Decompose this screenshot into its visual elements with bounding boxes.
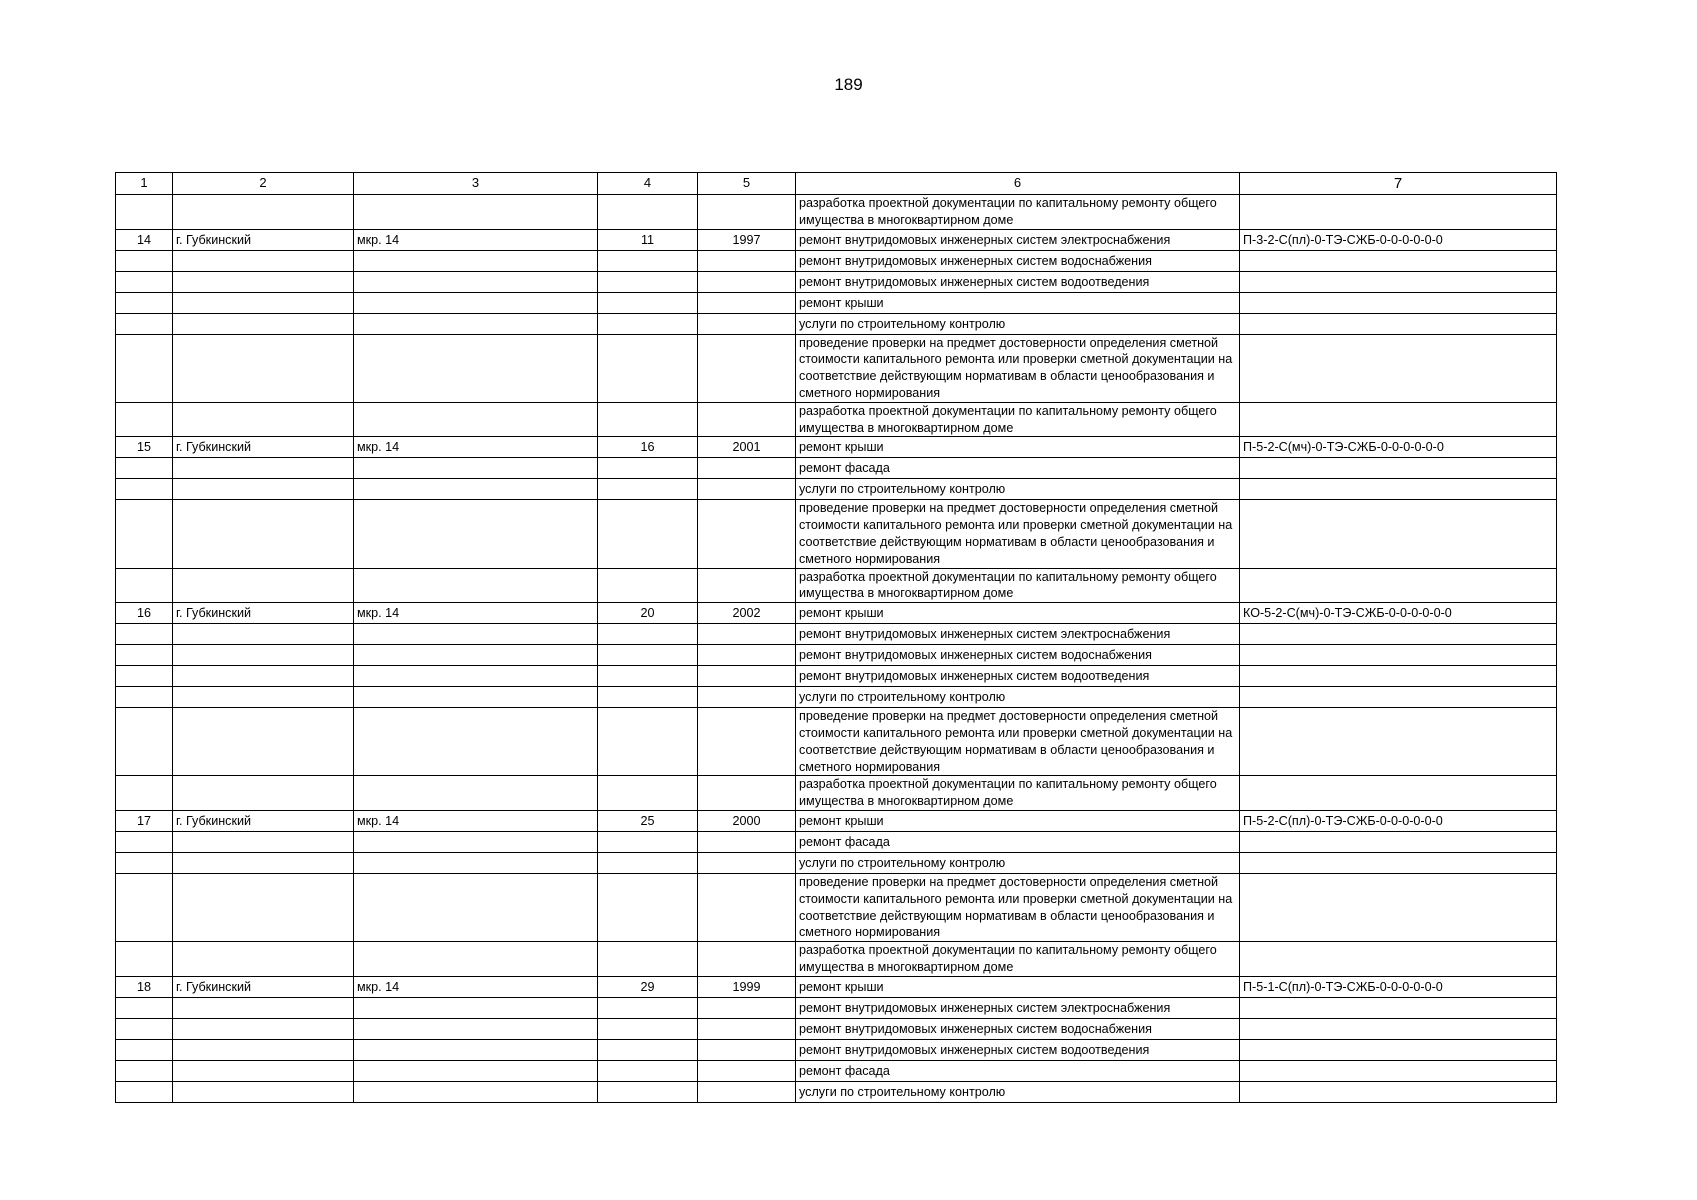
house-number-cell: 16 — [598, 437, 698, 458]
work-type-cell: ремонт крыши — [796, 976, 1240, 997]
city-cell: г. Губкинский — [173, 437, 354, 458]
building-code-cell — [1240, 942, 1557, 977]
district-cell — [354, 568, 598, 603]
house-number-cell — [598, 1060, 698, 1081]
row-number-cell — [116, 195, 173, 230]
district-cell — [354, 666, 598, 687]
building-code-cell: КО-5-2-С(мч)-0-ТЭ-СЖБ-0-0-0-0-0-0 — [1240, 603, 1557, 624]
city-cell — [173, 687, 354, 708]
year-cell — [698, 624, 796, 645]
house-number-cell — [598, 458, 698, 479]
city-cell: г. Губкинский — [173, 976, 354, 997]
work-type-cell: разработка проектной документации по капитальному ремонту общего имущества в многоквартирном доме — [796, 195, 1240, 230]
house-number-cell — [598, 624, 698, 645]
table-row — [116, 402, 1557, 437]
city-cell — [173, 313, 354, 334]
row-number-cell — [116, 942, 173, 977]
building-code-cell — [1240, 624, 1557, 645]
row-number-cell — [116, 624, 173, 645]
table-row — [116, 873, 1557, 941]
work-type-cell: проведение проверки на предмет достоверности определения сметной стоимости капитального ремонта или проверки сметной документации на соответствие действующим нормативам в области ценообразования и сметного нормирования — [796, 334, 1240, 402]
city-cell — [173, 708, 354, 776]
district-cell: мкр. 14 — [354, 603, 598, 624]
city-cell — [173, 666, 354, 687]
work-type-cell: ремонт крыши — [796, 437, 1240, 458]
city-cell — [173, 1060, 354, 1081]
building-code-cell — [1240, 666, 1557, 687]
table-row — [116, 603, 1557, 624]
building-code-cell — [1240, 1018, 1557, 1039]
district-cell — [354, 479, 598, 500]
table-row — [116, 271, 1557, 292]
year-cell — [698, 666, 796, 687]
work-type-cell: ремонт внутридомовых инженерных систем водоснабжения — [796, 1018, 1240, 1039]
district-cell — [354, 1018, 598, 1039]
year-cell: 1997 — [698, 229, 796, 250]
house-number-cell — [598, 250, 698, 271]
building-code-cell — [1240, 1039, 1557, 1060]
district-cell — [354, 873, 598, 941]
district-cell — [354, 1081, 598, 1102]
work-type-cell: ремонт крыши — [796, 603, 1240, 624]
table-row — [116, 1018, 1557, 1039]
city-cell: г. Губкинский — [173, 810, 354, 831]
year-cell — [698, 458, 796, 479]
building-code-cell — [1240, 313, 1557, 334]
work-type-cell: ремонт крыши — [796, 810, 1240, 831]
building-code-cell — [1240, 1081, 1557, 1102]
district-cell — [354, 292, 598, 313]
year-cell — [698, 1018, 796, 1039]
district-cell — [354, 500, 598, 568]
row-number-cell — [116, 997, 173, 1018]
building-code-cell — [1240, 271, 1557, 292]
column-header-7: 7 — [1240, 173, 1557, 195]
work-type-cell: разработка проектной документации по капитальному ремонту общего имущества в многоквартирном доме — [796, 942, 1240, 977]
city-cell — [173, 568, 354, 603]
district-cell: мкр. 14 — [354, 437, 598, 458]
year-cell: 2000 — [698, 810, 796, 831]
row-number-cell: 17 — [116, 810, 173, 831]
column-header-5: 5 — [698, 173, 796, 195]
city-cell — [173, 645, 354, 666]
work-type-cell: ремонт крыши — [796, 292, 1240, 313]
house-number-cell — [598, 334, 698, 402]
district-cell — [354, 458, 598, 479]
city-cell — [173, 1081, 354, 1102]
house-number-cell — [598, 568, 698, 603]
column-header-6: 6 — [796, 173, 1240, 195]
table-row — [116, 292, 1557, 313]
work-type-cell: ремонт внутридомовых инженерных систем водоснабжения — [796, 645, 1240, 666]
year-cell — [698, 942, 796, 977]
district-cell — [354, 687, 598, 708]
row-number-cell — [116, 1018, 173, 1039]
row-number-cell — [116, 873, 173, 941]
city-cell — [173, 250, 354, 271]
district-cell — [354, 250, 598, 271]
city-cell — [173, 292, 354, 313]
row-number-cell — [116, 479, 173, 500]
building-code-cell — [1240, 1060, 1557, 1081]
work-type-cell: разработка проектной документации по капитальному ремонту общего имущества в многоквартирном доме — [796, 776, 1240, 811]
building-code-cell — [1240, 402, 1557, 437]
city-cell — [173, 334, 354, 402]
table-row — [116, 687, 1557, 708]
city-cell — [173, 776, 354, 811]
table-row — [116, 645, 1557, 666]
row-number-cell — [116, 271, 173, 292]
year-cell — [698, 334, 796, 402]
district-cell — [354, 708, 598, 776]
city-cell: г. Губкинский — [173, 229, 354, 250]
house-number-cell — [598, 645, 698, 666]
table-row — [116, 334, 1557, 402]
city-cell — [173, 873, 354, 941]
city-cell — [173, 271, 354, 292]
year-cell — [698, 1039, 796, 1060]
work-type-cell: услуги по строительному контролю — [796, 1081, 1240, 1102]
row-number-cell — [116, 708, 173, 776]
row-number-cell — [116, 1039, 173, 1060]
table-row — [116, 831, 1557, 852]
district-cell — [354, 852, 598, 873]
table-row — [116, 666, 1557, 687]
table-row — [116, 437, 1557, 458]
building-code-cell — [1240, 334, 1557, 402]
table-row — [116, 1060, 1557, 1081]
table-row — [116, 624, 1557, 645]
district-cell — [354, 195, 598, 230]
house-number-cell — [598, 776, 698, 811]
work-type-cell: ремонт внутридомовых инженерных систем водоотведения — [796, 1039, 1240, 1060]
row-number-cell — [116, 852, 173, 873]
house-number-cell — [598, 997, 698, 1018]
house-number-cell — [598, 195, 698, 230]
year-cell — [698, 402, 796, 437]
year-cell — [698, 195, 796, 230]
building-code-cell — [1240, 250, 1557, 271]
table-row — [116, 229, 1557, 250]
building-code-cell — [1240, 831, 1557, 852]
table-row — [116, 250, 1557, 271]
year-cell: 2001 — [698, 437, 796, 458]
building-code-cell — [1240, 458, 1557, 479]
row-number-cell — [116, 334, 173, 402]
work-type-cell: ремонт фасада — [796, 458, 1240, 479]
row-number-cell — [116, 645, 173, 666]
house-number-cell: 11 — [598, 229, 698, 250]
building-code-cell — [1240, 776, 1557, 811]
building-code-cell — [1240, 997, 1557, 1018]
work-type-cell: услуги по строительному контролю — [796, 479, 1240, 500]
work-type-cell: проведение проверки на предмет достоверности определения сметной стоимости капитального ремонта или проверки сметной документации на соответствие действующим нормативам в области ценообразования и сметного нормирования — [796, 873, 1240, 941]
work-type-cell: разработка проектной документации по капитальному ремонту общего имущества в многоквартирном доме — [796, 402, 1240, 437]
column-header-2: 2 — [173, 173, 354, 195]
district-cell: мкр. 14 — [354, 810, 598, 831]
page-number: 189 — [834, 75, 863, 94]
district-cell: мкр. 14 — [354, 976, 598, 997]
table-row — [116, 1081, 1557, 1102]
year-cell — [698, 1060, 796, 1081]
work-type-cell: ремонт внутридомовых инженерных систем водоснабжения — [796, 250, 1240, 271]
city-cell — [173, 997, 354, 1018]
year-cell — [698, 271, 796, 292]
year-cell — [698, 292, 796, 313]
row-number-cell — [116, 1081, 173, 1102]
city-cell — [173, 500, 354, 568]
works-table — [115, 172, 1557, 1103]
table-row — [116, 195, 1557, 230]
district-cell — [354, 334, 598, 402]
building-code-cell — [1240, 195, 1557, 230]
house-number-cell — [598, 292, 698, 313]
table-row — [116, 479, 1557, 500]
work-type-cell: ремонт внутридомовых инженерных систем электроснабжения — [796, 229, 1240, 250]
row-number-cell — [116, 250, 173, 271]
work-type-cell: ремонт внутридомовых инженерных систем водоотведения — [796, 666, 1240, 687]
building-code-cell: П-3-2-С(пл)-0-ТЭ-СЖБ-0-0-0-0-0-0 — [1240, 229, 1557, 250]
year-cell — [698, 873, 796, 941]
building-code-cell: П-5-1-С(пл)-0-ТЭ-СЖБ-0-0-0-0-0-0 — [1240, 976, 1557, 997]
table-row — [116, 976, 1557, 997]
table-header — [116, 173, 1557, 195]
city-cell — [173, 942, 354, 977]
table-row — [116, 852, 1557, 873]
building-code-cell — [1240, 708, 1557, 776]
work-type-cell: услуги по строительному контролю — [796, 687, 1240, 708]
row-number-cell — [116, 831, 173, 852]
district-cell — [354, 402, 598, 437]
house-number-cell — [598, 942, 698, 977]
house-number-cell — [598, 1039, 698, 1060]
year-cell — [698, 645, 796, 666]
district-cell — [354, 271, 598, 292]
city-cell — [173, 402, 354, 437]
house-number-cell — [598, 708, 698, 776]
header-row — [116, 173, 1557, 195]
row-number-cell — [116, 687, 173, 708]
year-cell — [698, 708, 796, 776]
district-cell — [354, 942, 598, 977]
city-cell — [173, 479, 354, 500]
table-row — [116, 708, 1557, 776]
house-number-cell — [598, 313, 698, 334]
house-number-cell — [598, 271, 698, 292]
building-code-cell — [1240, 292, 1557, 313]
building-code-cell: П-5-2-С(пл)-0-ТЭ-СЖБ-0-0-0-0-0-0 — [1240, 810, 1557, 831]
row-number-cell: 16 — [116, 603, 173, 624]
work-type-cell: услуги по строительному контролю — [796, 852, 1240, 873]
row-number-cell — [116, 458, 173, 479]
work-type-cell: ремонт внутридомовых инженерных систем водоотведения — [796, 271, 1240, 292]
row-number-cell — [116, 776, 173, 811]
year-cell — [698, 568, 796, 603]
house-number-cell — [598, 500, 698, 568]
house-number-cell — [598, 852, 698, 873]
year-cell — [698, 500, 796, 568]
row-number-cell — [116, 568, 173, 603]
building-code-cell — [1240, 852, 1557, 873]
table-row — [116, 942, 1557, 977]
work-type-cell: ремонт фасада — [796, 1060, 1240, 1081]
year-cell — [698, 852, 796, 873]
district-cell — [354, 1039, 598, 1060]
district-cell — [354, 997, 598, 1018]
table-row — [116, 500, 1557, 568]
city-cell — [173, 831, 354, 852]
building-code-cell — [1240, 500, 1557, 568]
year-cell — [698, 250, 796, 271]
row-number-cell — [116, 500, 173, 568]
city-cell — [173, 1039, 354, 1060]
house-number-cell — [598, 666, 698, 687]
column-header-1: 1 — [116, 173, 173, 195]
row-number-cell — [116, 1060, 173, 1081]
work-type-cell: услуги по строительному контролю — [796, 313, 1240, 334]
city-cell — [173, 195, 354, 230]
city-cell — [173, 458, 354, 479]
year-cell: 2002 — [698, 603, 796, 624]
district-cell — [354, 645, 598, 666]
building-code-cell — [1240, 687, 1557, 708]
district-cell — [354, 831, 598, 852]
year-cell — [698, 997, 796, 1018]
district-cell: мкр. 14 — [354, 229, 598, 250]
house-number-cell — [598, 873, 698, 941]
table-row — [116, 313, 1557, 334]
district-cell — [354, 776, 598, 811]
row-number-cell — [116, 666, 173, 687]
house-number-cell: 20 — [598, 603, 698, 624]
work-type-cell: ремонт фасада — [796, 831, 1240, 852]
building-code-cell — [1240, 645, 1557, 666]
year-cell: 1999 — [698, 976, 796, 997]
house-number-cell: 29 — [598, 976, 698, 997]
house-number-cell — [598, 1081, 698, 1102]
column-header-3: 3 — [354, 173, 598, 195]
building-code-cell: П-5-2-С(мч)-0-ТЭ-СЖБ-0-0-0-0-0-0 — [1240, 437, 1557, 458]
row-number-cell — [116, 313, 173, 334]
row-number-cell: 18 — [116, 976, 173, 997]
table-row — [116, 1039, 1557, 1060]
district-cell — [354, 1060, 598, 1081]
year-cell — [698, 776, 796, 811]
column-header-4: 4 — [598, 173, 698, 195]
year-cell — [698, 313, 796, 334]
work-type-cell: ремонт внутридомовых инженерных систем электроснабжения — [796, 624, 1240, 645]
table-row — [116, 568, 1557, 603]
table-row — [116, 810, 1557, 831]
building-code-cell — [1240, 873, 1557, 941]
work-type-cell: проведение проверки на предмет достоверности определения сметной стоимости капитального ремонта или проверки сметной документации на соответствие действующим нормативам в области ценообразования и сметного нормирования — [796, 500, 1240, 568]
district-cell — [354, 313, 598, 334]
table-row — [116, 776, 1557, 811]
building-code-cell — [1240, 479, 1557, 500]
year-cell — [698, 831, 796, 852]
house-number-cell — [598, 831, 698, 852]
city-cell: г. Губкинский — [173, 603, 354, 624]
table-body — [116, 195, 1557, 1103]
work-type-cell: проведение проверки на предмет достоверности определения сметной стоимости капитального ремонта или проверки сметной документации на соответствие действующим нормативам в области ценообразования и сметного нормирования — [796, 708, 1240, 776]
house-number-cell — [598, 687, 698, 708]
house-number-cell — [598, 479, 698, 500]
table-row — [116, 458, 1557, 479]
work-type-cell: разработка проектной документации по капитальному ремонту общего имущества в многоквартирном доме — [796, 568, 1240, 603]
city-cell — [173, 624, 354, 645]
row-number-cell — [116, 292, 173, 313]
building-code-cell — [1240, 568, 1557, 603]
table-row — [116, 997, 1557, 1018]
house-number-cell — [598, 402, 698, 437]
house-number-cell: 25 — [598, 810, 698, 831]
city-cell — [173, 852, 354, 873]
year-cell — [698, 687, 796, 708]
district-cell — [354, 624, 598, 645]
row-number-cell: 15 — [116, 437, 173, 458]
row-number-cell — [116, 402, 173, 437]
year-cell — [698, 1081, 796, 1102]
work-type-cell: ремонт внутридомовых инженерных систем электроснабжения — [796, 997, 1240, 1018]
row-number-cell: 14 — [116, 229, 173, 250]
house-number-cell — [598, 1018, 698, 1039]
year-cell — [698, 479, 796, 500]
city-cell — [173, 1018, 354, 1039]
